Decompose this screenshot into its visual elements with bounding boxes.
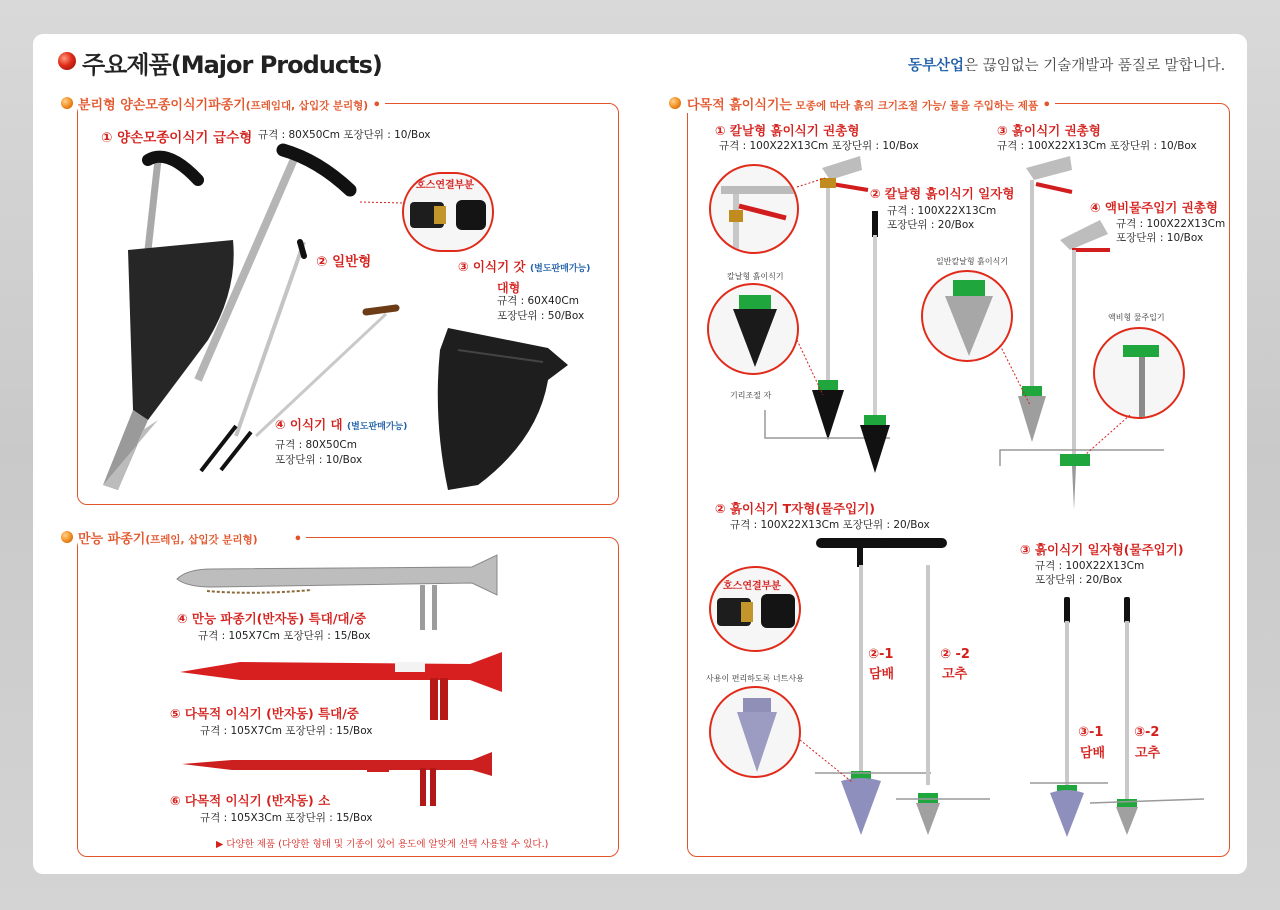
product-3-note: (별도판매가능) bbox=[529, 264, 591, 274]
hose-label: 호스연결부분 bbox=[416, 180, 474, 191]
soil-1-spec: 규격 : 100X22X13Cm 포장단위 : 10/Box bbox=[719, 140, 919, 152]
seeder-5-label: ⑤ 다목적 이식기 (반자동) 특대/중 bbox=[170, 706, 359, 721]
seeder-note: ▶ 다양한 제품 (다양한 형태 및 기종이 있어 용도에 알맞게 선택 사용할 수 있다.) bbox=[216, 839, 549, 850]
panel-title-soil: 다목적 흙이식기는 모종에 따라 흙의 크기조절 가능/ 물을 주입하는 제품 • bbox=[687, 94, 1055, 113]
soil-3-label: ③ 흙이식기 권총형 bbox=[997, 123, 1101, 138]
caption-blade-type: 칼날형 흙이식기 bbox=[727, 272, 784, 281]
soil-2-label: ② 칼날형 흙이식기 일자형 bbox=[870, 186, 1015, 201]
product-4-spec-1: 규격 : 80X50Cm bbox=[275, 439, 357, 451]
seeder-4-label: ④ 만능 파종기(반자동) 특대/대/중 bbox=[177, 611, 367, 626]
nut-note: 사용이 편리하도록 너트사용 bbox=[706, 674, 804, 683]
product-1-spec: 규격 : 80X50Cm 포장단위 : 10/Box bbox=[258, 129, 431, 141]
soil-1-label: ① 칼날형 흙이식기 권총형 bbox=[715, 123, 860, 138]
product-3-spec-1: 규격 : 60X40Cm bbox=[497, 295, 579, 307]
panel-title-seeder-sub: (프레임, 삽입갓 분리형) bbox=[145, 534, 258, 546]
caption-general-blade: 일반칼날형 흙이식기 bbox=[936, 257, 1009, 266]
panel-title-seeder-text: 만능 파종기 bbox=[78, 532, 146, 547]
t-type-label: ② 흙이식기 T자형(물주입기) bbox=[715, 501, 875, 516]
product-1-label: ① 양손모종이식기 급수형 bbox=[101, 130, 253, 146]
straight-3-2-name: 고추 bbox=[1135, 746, 1161, 761]
panel-title-separate-sub: (프레임대, 삽입갓 분리형) bbox=[245, 100, 369, 112]
slogan-brand: 동부산업 bbox=[908, 58, 965, 74]
t-type-2-2: ② -2 bbox=[940, 647, 970, 662]
product-2-label: ② 일반형 bbox=[316, 254, 372, 270]
straight-3-1-name: 담배 bbox=[1080, 746, 1106, 761]
panel-title-soil-sub: 모종에 따라 흙의 크기조절 가능/ 물을 주입하는 제품 bbox=[792, 100, 1039, 112]
straight-3-2: ③-2 bbox=[1134, 725, 1160, 740]
seeder-5-spec: 규격 : 105X7Cm 포장단위 : 15/Box bbox=[200, 725, 373, 737]
product-4-label-text: ④ 이식기 대 bbox=[275, 417, 343, 432]
straight-type-spec-1: 규격 : 100X22X13Cm bbox=[1035, 560, 1145, 572]
t-type-2-1: ②-1 bbox=[868, 647, 894, 662]
seeder-4-spec: 규격 : 105X7Cm 포장단위 : 15/Box bbox=[198, 630, 371, 642]
slogan-text: 은 끊임없는 기술개발과 품질로 말합니다. bbox=[964, 58, 1226, 74]
product-3-label-text: ③ 이식기 갓 bbox=[458, 259, 526, 274]
soil-4-label: ④ 액비물주입기 권총형 bbox=[1090, 200, 1218, 215]
soil-4-spec-1: 규격 : 100X22X13Cm bbox=[1116, 218, 1226, 230]
t-type-2-1-name: 담배 bbox=[869, 667, 895, 682]
soil-2-spec-1: 규격 : 100X22X13Cm bbox=[887, 205, 997, 217]
straight-type-label: ③ 흙이식기 일자형(물주입기) bbox=[1020, 542, 1184, 557]
t-type-spec: 규격 : 100X22X13Cm 포장단위 : 20/Box bbox=[730, 519, 930, 531]
panel-title-soil-text: 다목적 흙이식기는 bbox=[687, 98, 792, 113]
seeder-6-label: ⑥ 다목적 이식기 (반자동) 소 bbox=[170, 793, 331, 808]
caption-depth-gauge: 기리조절 자 bbox=[730, 391, 772, 400]
product-3-spec-2: 포장단위 : 50/Box bbox=[497, 310, 585, 322]
panel-title-separate: 분리형 양손모종이식기파종기(프레임대, 삽입갓 분리형) • bbox=[78, 94, 385, 113]
soil-2-spec-2: 포장단위 : 20/Box bbox=[887, 219, 975, 231]
page-title: 주요제품(Major Products) bbox=[82, 51, 382, 79]
straight-3-1: ③-1 bbox=[1078, 725, 1104, 740]
caption-liquid-injector: 액비형 물주입기 bbox=[1108, 313, 1165, 322]
straight-type-spec-2: 포장단위 : 20/Box bbox=[1035, 574, 1123, 586]
soil-3-spec: 규격 : 100X22X13Cm 포장단위 : 10/Box bbox=[997, 140, 1197, 152]
product-4-note: (별도판매가능) bbox=[346, 422, 408, 432]
seeder-6-spec: 규격 : 105X3Cm 포장단위 : 15/Box bbox=[200, 812, 373, 824]
product-3-size: 대형 bbox=[497, 281, 521, 295]
panel-title-separate-text: 분리형 양손모종이식기파종기 bbox=[78, 98, 246, 113]
t-type-2-2-name: 고추 bbox=[942, 667, 968, 682]
soil-4-spec-2: 포장단위 : 10/Box bbox=[1116, 232, 1204, 244]
hose-label-2: 호스연결부분 bbox=[723, 581, 781, 592]
product-4-spec-2: 포장단위 : 10/Box bbox=[275, 454, 363, 466]
panel-title-seeder: 만능 파종기(프레임, 삽입갓 분리형) • bbox=[78, 528, 306, 547]
